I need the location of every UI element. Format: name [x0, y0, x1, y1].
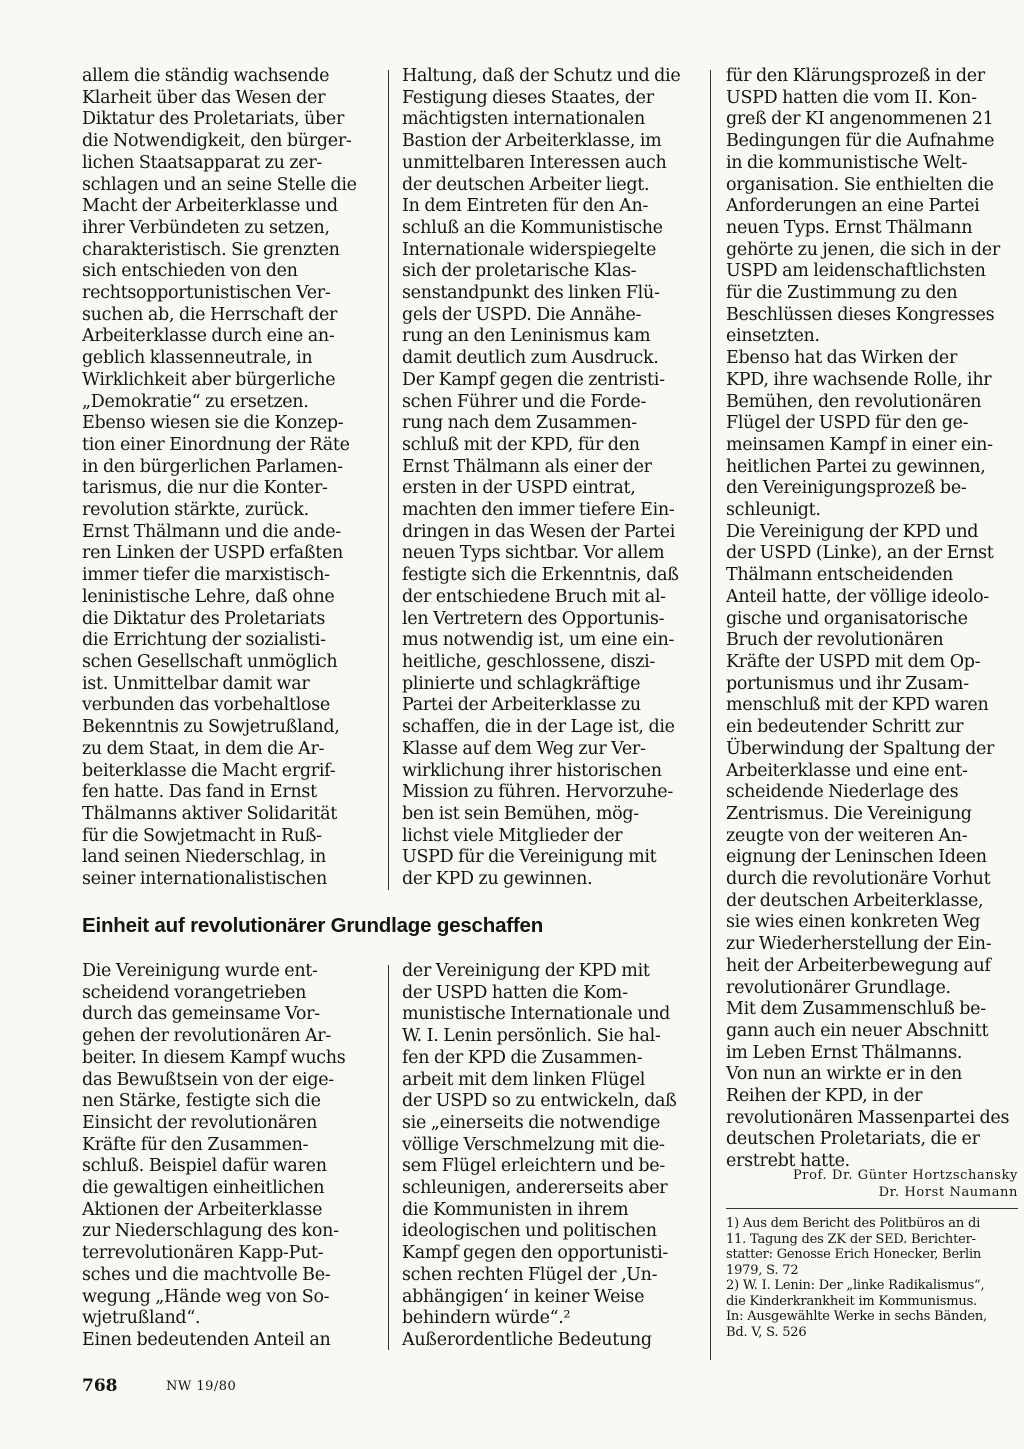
author-line-2: Dr. Horst Naumann — [878, 1185, 1018, 1200]
column-rule-2 — [710, 70, 711, 1360]
article-column-2: Haltung, daß der Schutz und die Festigung dieses Staates, der mächtigsten internationalen Bastion der Arbeiterklasse, im unmittelbaren Interessen auch der deutschen Arbeiter liegt. In dem Eintreten für den An- schluß an die Kommunistische Internationale widerspiegelte sich der proletarische Klas- senstandpunkt des linken Flü- gels der USPD. Die Annähe- rung an den Leninismus kam damit deutlich zum Ausdruck. Der Kampf gegen die zentristi- schen Führer und die Forde- rung nach dem Zusammen- schluß mit der KPD, für den Ernst Thälmann als einer der ersten in der USPD eintrat, machten den immer tiefere Ein- dringen in das Wesen der Partei neuen Typs sichtbar. Vor allem festigte sich die Erkenntnis, daß der entschiedene Bruch mit al- len Vertretern des Opportunis- mus notwendig ist, um eine ein- heitliche, geschlossene, diszi- plinierte und schlagkräftige Partei der Arbeiterklasse zu schaffen, die in der Lage ist, die Klasse auf dem Weg zur Ver- wirklichung ihrer historischen Mission zu führen. Hervorzuhe- ben ist sein Bemühen, mög- lichst viele Mitglieder der USPD für die Vereinigung mit der KPD zu gewinnen. — [402, 66, 681, 890]
article-column-5: der Vereinigung der KPD mit der USPD hatten die Kom- munistische Internationale und W. I. Lenin persönlich. Sie hal- fen der KPD die Zusammen- arbeit mit dem linken Flügel der USPD so zu entwickeln, daß sie „einerseits die notwendige völlige Verschmelzung mit die- sem Flügel erleichtern und be- schleunigen, andererseits aber die Kommunisten in ihrem ideologischen und politischen Kampf gegen den opportunisti- schen rechten Flügel der ‚Un- abhängigen‘ in keiner Weise behindern würde“.² Außerordentliche Bedeutung — [402, 961, 677, 1350]
author-line-1: Prof. Dr. Günter Hortzschansky — [792, 1168, 1018, 1183]
footnote-rule — [726, 1208, 1018, 1209]
article-column-1: allem die ständig wachsende Klarheit über das Wesen der Diktatur des Proletariats, über die Notwendigkeit, den bürger- lichen Staatsapparat zu zer- schlagen und an seine Stelle die Macht der Arbeiterklasse und ihrer Verbündeten zu setzen, charakteristisch. Sie grenzten sich entschieden von den rechtsopportunistischen Ver- suchen ab, die Herrschaft der Arbeiterklasse durch eine an- geblich klassenneutrale, in Wirklichkeit aber bürgerliche „Demokratie“ zu ersetzen. Ebenso wiesen sie die Konzep- tion einer Einordnung der Räte in den bürgerlichen Parlamen- tarismus, die nur die Konter- revolution stärkte, zurück. Ernst Thälmann und die ande- ren Linken der USPD erfaßten immer tiefer die marxistisch- leninistische Lehre, daß ohne die Diktatur des Proletariats die Errichtung der sozialisti- schen Gesellschaft unmöglich ist. Unmittelbar damit war verbunden das vorbehaltlose Bekenntnis zu Sowjetrußland, zu dem Staat, in dem die Ar- beiterklasse die Macht ergrif- fen hatte. Das fand in Ernst Thälmanns aktiver Solidarität für die Sowjetmacht in Ruß- land seinen Niederschlag, in seiner internationalistischen — [82, 66, 357, 890]
page-number: 768 — [82, 1376, 118, 1396]
issue-label: NW 19/80 — [166, 1379, 237, 1394]
footnotes: 1) Aus dem Bericht des Politbüros an di 11. Tagung des ZK der SED. Berichter- statter: Genosse Erich Honecker, Berlin 1979, S. 72 2) W. I. Lenin: Der „linke Radikalismus“, die Kinderkrankheit im Kommunismus. In: Ausgewählte Werke in sechs Bänden, Bd. V, S. 526 — [726, 1216, 987, 1340]
column-rule-3 — [388, 965, 389, 1350]
column-rule-1 — [388, 70, 389, 890]
article-column-3: für den Klärungsprozeß in der USPD hatten die vom II. Kon- greß der KI angenommenen 21 Bedingungen für die Aufnahme in die kommunistische Welt- organisation. Sie enthielten die Anforderungen an eine Partei neuen Typs. Ernst Thälmann gehörte zu jenen, die sich in der USPD am leidenschaftlichsten für die Zustimmung zu den Beschlüssen dieses Kongresses einsetzten. Ebenso hat das Wirken der KPD, ihre wachsende Rolle, ihr Bemühen, den revolutionären Flügel der USPD für den ge- meinsamen Kampf in einer ein- heitlichen Partei zu gewinnen, den Vereinigungsprozeß be- schleunigt. Die Vereinigung der KPD und der USPD (Linke), an der Ernst Thälmann entscheidenden Anteil hatte, der völlige ideolo- gische und organisatorische Bruch der revolutionären Kräfte der USPD mit dem Op- portunismus und ihr Zusam- menschluß mit der KPD waren ein bedeutender Schritt zur Überwindung der Spaltung der Arbeiterklasse und eine ent- scheidende Niederlage des Zentrismus. Die Vereinigung zeugte von der weiteren An- eignung der Leninschen Ideen durch die revolutionäre Vorhut der deutschen Arbeiterklasse, sie wies einen konkreten Weg zur Wiederherstellung der Ein- heit der Arbeiterbewegung auf revolutionärer Grundlage. Mit dem Zusammenschluß be- gann auch ein neuer Abschnitt im Leben Ernst Thälmanns. Von nun an wirkte er in den Reihen der KPD, in der revolutionären Massenpartei des deutschen Proletariats, die er erstrebt hatte. — [726, 66, 1010, 1172]
section-heading: Einheit auf revolutionärer Grundlage geschaffen — [82, 914, 544, 937]
article-column-4: Die Vereinigung wurde ent- scheidend vorangetrieben durch das gemeinsame Vor- gehen der revolutionären Ar- beiter. In diesem Kampf wuchs das Bewußtsein von der eige- nen Stärke, festigte sich die Einsicht der revolutionären Kräfte für den Zusammen- schluß. Beispiel dafür waren die gewaltigen einheitlichen Aktionen der Arbeiterklasse zur Niederschlagung des kon- terrevolutionären Kapp-Put- sches und die machtvolle Be- wegung „Hände weg von So- wjetrußland“. Einen bedeutenden Anteil an — [82, 961, 346, 1350]
